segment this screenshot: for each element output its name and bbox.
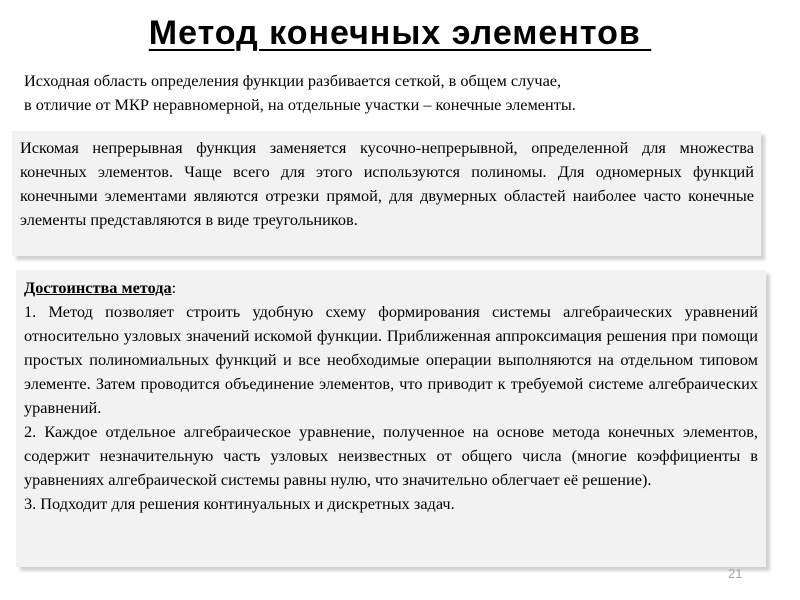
advantage-item-2: 2. Каждое отдельное алгебраическое уравнение, полученное на основе метода конечных элементов, содержит незначительную часть узловых неизвестных от общего числа (многие коэффициенты в уравнениях алгебраической системы равны нулю, что значительно облегчает её решение). — [24, 422, 758, 489]
advantage-item-1: 1. Метод позволяет строить удобную схему формирования системы алгебраических уравнений относительно узловых значений искомой функции. Приближенная аппроксимация решения при помощи простых полиномиальных функций и все необходимые операции выполняются на отдельном типовом элементе. Затем проводится объединение элементов, что приводит к требуемой системе алгебраических уравнений. — [24, 302, 758, 417]
advantages-section — [24, 276, 758, 516]
advantages-heading-colon: : — [171, 278, 177, 297]
intro-text — [24, 69, 744, 117]
advantage-item-3: 3. Подходит для решения континуальных и дискретных задач. — [24, 494, 455, 513]
advantages-heading-line — [24, 276, 758, 300]
advantages-heading: Достоинства метода — [24, 278, 172, 297]
paragraph-1-text: Искомая непрерывная функция заменяется кусочно-непрерывной, определенной для множества конечных элементов. Чаще всего для этого используются полиномы. Для одномерных функций конечными элементами являются отрезки прямой, для двумерных областей наиболее часто конечные элементы представляются в виде треугольников. — [20, 138, 754, 229]
slide-title: Метод конечных элементов — [148, 14, 652, 52]
intro-line-1: Исходная область определения функции разбивается сеткой, в общем случае, — [24, 71, 562, 90]
paragraph-1 — [20, 136, 754, 232]
page-number: 21 — [728, 566, 743, 581]
intro-line-2: в отличие от МКР неравномерной, на отдельные участки – конечные элементы. — [24, 95, 576, 114]
